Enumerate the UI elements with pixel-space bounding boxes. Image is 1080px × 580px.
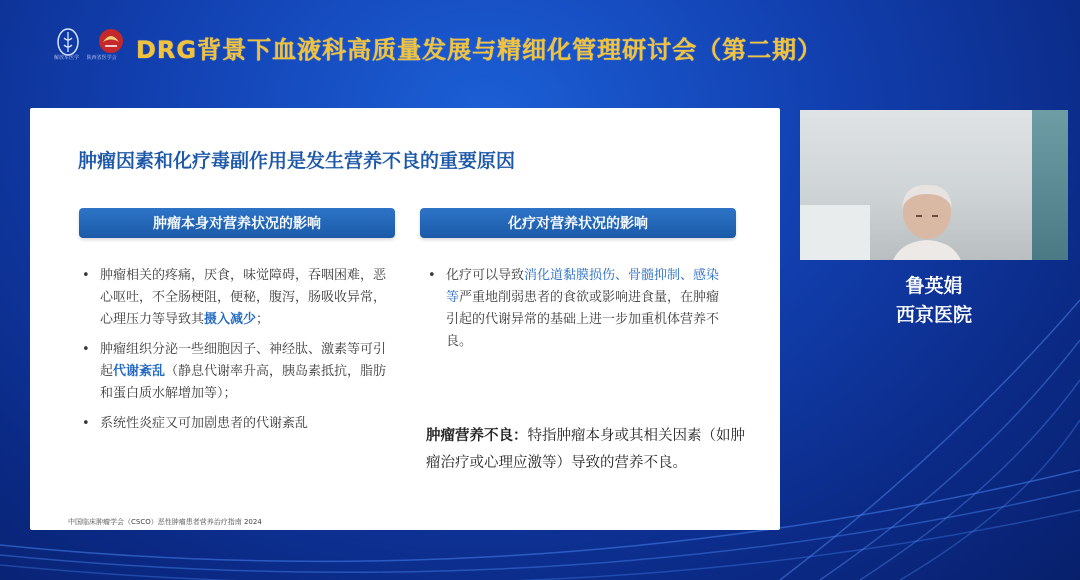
presenter-caption bbox=[800, 272, 1068, 330]
bullet-text-after: （静息代谢率升高，胰岛素抵抗，脂肪和蛋白质水解增加等）； bbox=[100, 364, 387, 401]
right-section-heading: 化疗对营养状况的影响 bbox=[420, 208, 736, 238]
slide-title: 肿瘤因素和化疗毒副作用是发生营养不良的重要原因 bbox=[78, 150, 516, 172]
bullet-text: 肿瘤组织分泌一些细胞因子、神经肽、激素等可引起 bbox=[100, 342, 387, 379]
bullet-text-after: ； bbox=[256, 312, 270, 327]
association-logo-icon bbox=[96, 28, 126, 54]
bullet-highlight: 摄入减少 bbox=[204, 312, 257, 327]
presenter-video bbox=[800, 110, 1068, 260]
right-bullet-list bbox=[426, 265, 732, 361]
bullet-text-after: 严重地削弱患者的食欲或影响进食量，在肿瘤引起的代谢异常的基础上进一步加重机体营养不良。 bbox=[446, 290, 720, 349]
background-shelf bbox=[800, 205, 870, 260]
bullet-dot: • bbox=[82, 416, 90, 431]
medical-society-logo-icon bbox=[57, 28, 79, 56]
note-text: 特指肿瘤本身或其相关因素（如肿瘤治疗或心理应激等）导致的营养不良。 bbox=[426, 428, 745, 471]
bullet-highlight: 消化道黏膜损伤、骨髓抑制、感染等 bbox=[446, 268, 720, 305]
presenter-name: 鲁英娟 bbox=[905, 275, 963, 297]
left-bullet-list bbox=[80, 265, 392, 443]
logo-captions bbox=[54, 54, 134, 61]
list-item bbox=[426, 265, 732, 353]
source-citation: 中国临床肿瘤学会（CSCO）恶性肿瘤患者营养治疗指南 2024 bbox=[68, 518, 262, 526]
logo-caption-1: 解放军医学 bbox=[54, 55, 80, 61]
bullet-dot: • bbox=[82, 268, 90, 283]
presenter-affiliation: 西京医院 bbox=[895, 304, 972, 326]
bullet-highlight: 代谢紊乱 bbox=[113, 364, 166, 379]
note-label: 肿瘤营养不良： bbox=[426, 427, 528, 444]
background-window bbox=[1032, 110, 1068, 260]
presentation-slide bbox=[30, 108, 780, 530]
definition-note bbox=[426, 422, 756, 477]
presenter-figure-icon bbox=[888, 182, 966, 260]
list-item bbox=[80, 413, 392, 435]
logo-caption-2: 陕西省医学会 bbox=[86, 55, 117, 61]
bullet-text: 系统性炎症又可加剧患者的代谢紊乱 bbox=[100, 416, 309, 431]
bullet-dot: • bbox=[428, 268, 436, 283]
conference-header bbox=[0, 22, 1080, 72]
list-item bbox=[80, 265, 392, 331]
bullet-text: 化疗可以导致 bbox=[446, 268, 525, 283]
left-section-heading: 肿瘤本身对营养状况的影响 bbox=[79, 208, 395, 238]
bullet-text: 肿瘤相关的疼痛，厌食，味觉障碍，吞咽困难，恶心呕吐，不全肠梗阻，便秘，腹泻，肠吸收异常，心理压力等导致其 bbox=[100, 268, 387, 327]
bullet-dot: • bbox=[82, 342, 90, 357]
list-item bbox=[80, 339, 392, 405]
conference-title: DRG背景下血液科高质量发展与精细化管理研讨会（第二期） bbox=[136, 36, 823, 64]
